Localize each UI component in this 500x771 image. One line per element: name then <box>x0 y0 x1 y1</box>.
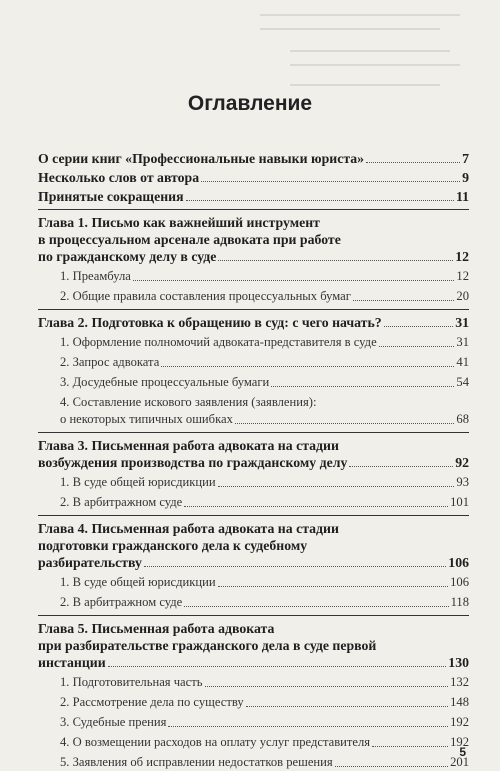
toc-section-entry <box>38 714 469 731</box>
toc-chapter-entry <box>38 620 469 671</box>
toc-section-entry <box>38 394 469 428</box>
toc-entry-title: инстанции <box>38 655 106 670</box>
toc-entry-line <box>38 314 469 331</box>
toc-page-number: 93 <box>456 475 469 489</box>
toc-entry-line: в процессуальном арсенале адвоката при работе <box>38 232 341 247</box>
toc-dot-leader <box>201 181 460 182</box>
toc-entry-title: 3. Судебные прения <box>60 715 167 729</box>
toc-chapter-entry <box>38 520 469 571</box>
toc-section-entry <box>38 754 469 771</box>
toc-entry-title: 2. В арбитражном суде <box>60 595 183 609</box>
toc-section-entry <box>38 288 469 305</box>
toc-page-number: 41 <box>456 355 469 369</box>
toc-page-number: 148 <box>450 695 469 709</box>
page-title: Оглавление <box>187 92 313 115</box>
toc-dot-leader <box>168 726 448 727</box>
toc-entry-title: возбуждения производства по гражданскому делу <box>38 455 348 470</box>
toc-entry-title: Несколько слов от автора <box>38 170 200 185</box>
toc-page-number: 130 <box>448 655 469 670</box>
toc-entry-line <box>60 574 469 591</box>
toc-entry-line <box>60 474 469 491</box>
toc-dot-leader <box>384 326 454 327</box>
toc-dot-leader <box>366 162 460 163</box>
toc-section-entry <box>38 674 469 691</box>
toc-entry-line: Глава 4. Письменная работа адвоката на стадии <box>38 521 339 536</box>
toc-dot-leader <box>161 366 454 367</box>
toc-dot-leader <box>353 300 454 301</box>
toc-page-number: 92 <box>455 455 469 470</box>
page-number: 5 <box>459 745 466 759</box>
toc-dot-leader <box>144 566 446 567</box>
toc-entry-title: 2. В арбитражном суде <box>60 495 183 509</box>
toc-chapter-entry <box>38 150 469 167</box>
toc-entry-line <box>60 411 469 428</box>
toc-entry-line <box>60 594 469 611</box>
toc-entry-line <box>60 268 469 285</box>
toc-page-number: 132 <box>450 675 469 689</box>
toc-entry-line <box>60 694 469 711</box>
toc-entry-title: 3. Досудебные процессуальные бумаги <box>60 375 270 389</box>
toc-entry-title: 5. Заявления об исправлении недостатков решения <box>60 755 333 769</box>
toc-page-number: 106 <box>450 575 469 589</box>
toc-entry-title: 4. О возмещении расходов на оплату услуг представителя <box>60 735 371 749</box>
section-divider <box>38 432 469 433</box>
toc-entry-line: Глава 3. Письменная работа адвоката на стадии <box>38 438 339 453</box>
section-divider <box>38 515 469 516</box>
toc-entry-line <box>60 734 469 751</box>
toc-dot-leader <box>184 606 448 607</box>
toc-section-entry <box>38 354 469 371</box>
toc-entry-line <box>60 334 469 351</box>
toc-section-entry <box>38 594 469 611</box>
toc-chapter-entry <box>38 314 469 331</box>
toc-entry-line <box>38 554 469 571</box>
toc-section-entry <box>38 694 469 711</box>
toc-page-number: 192 <box>450 715 469 729</box>
toc-entry-title: 1. Подготовительная часть <box>60 675 203 689</box>
toc-entry-title: по гражданскому делу в суде <box>38 249 217 264</box>
toc-page-number: 11 <box>455 189 469 204</box>
toc-section-entry <box>38 268 469 285</box>
toc-dot-leader <box>372 746 448 747</box>
toc-entry-line <box>60 354 469 371</box>
toc-page-number: 192 <box>450 735 469 749</box>
toc-entry-title: 1. Преамбула <box>60 269 131 283</box>
toc-chapter-entry <box>38 188 469 205</box>
toc-dot-leader <box>379 346 455 347</box>
toc-entry-line: при разбирательстве гражданского дела в суде первой <box>38 638 377 653</box>
toc-entry-title: 1. В суде общей юрисдикции <box>60 575 216 589</box>
toc-dot-leader <box>218 586 448 587</box>
toc-page-number: 20 <box>456 289 469 303</box>
toc-section-entry <box>38 374 469 391</box>
toc-entry-line <box>38 169 469 186</box>
toc-dot-leader <box>205 686 449 687</box>
toc-dot-leader <box>271 386 454 387</box>
toc-section-entry <box>38 734 469 751</box>
toc-entry-line <box>38 248 469 265</box>
toc-entry-title: 2. Рассмотрение дела по существу <box>60 695 244 709</box>
toc-chapter-entry <box>38 169 469 186</box>
section-divider <box>38 309 469 310</box>
toc-page-number: 118 <box>450 595 469 609</box>
toc-entry-line: 4. Составление искового заявления (заявления): <box>60 395 317 409</box>
toc-page-number: 106 <box>448 555 469 570</box>
toc-entry-line <box>60 494 469 511</box>
section-divider <box>38 209 469 210</box>
toc-chapter-entry <box>38 214 469 265</box>
toc-entry-title: О серии книг «Профессиональные навыки юриста» <box>38 151 365 166</box>
toc-entry-line: подготовки гражданского дела к судебному <box>38 538 308 553</box>
bleed-through-text <box>0 0 500 100</box>
toc-entry-line <box>60 288 469 305</box>
toc-entry-title: Глава 2. Подготовка к обращению в суд: с чего начать? <box>38 315 382 330</box>
toc-page-number: 68 <box>456 412 469 426</box>
toc-entry-line <box>38 454 469 471</box>
toc-chapter-entry <box>38 437 469 471</box>
toc-dot-leader <box>218 486 455 487</box>
toc-dot-leader <box>246 706 448 707</box>
toc-dot-leader <box>335 766 448 767</box>
toc-page-number: 54 <box>456 375 469 389</box>
toc-entry-line <box>60 674 469 691</box>
toc-section-entry <box>38 334 469 351</box>
toc-section-entry <box>38 494 469 511</box>
toc-page-number: 31 <box>455 315 469 330</box>
toc-page-number: 12 <box>455 249 469 264</box>
toc-dot-leader <box>133 280 455 281</box>
toc-entry-title: 2. Запрос адвоката <box>60 355 160 369</box>
toc-page-number: 101 <box>450 495 469 509</box>
toc-entry-line: Глава 5. Письменная работа адвоката <box>38 621 275 636</box>
toc-dot-leader <box>218 260 453 261</box>
toc-page-number: 12 <box>456 269 469 283</box>
toc-dot-leader <box>186 200 454 201</box>
toc-entry-title: 2. Общие правила составления процессуальных бумаг <box>60 289 351 303</box>
toc-entry-line <box>60 374 469 391</box>
toc-dot-leader <box>349 466 453 467</box>
toc-page-number: 9 <box>462 170 469 185</box>
section-divider <box>38 615 469 616</box>
toc-entry-line <box>60 754 469 771</box>
toc-entry-title: разбирательству <box>38 555 142 570</box>
toc-section-entry <box>38 474 469 491</box>
toc-entry-title: о некоторых типичных ошибках <box>60 412 233 426</box>
toc-page-number: 201 <box>450 755 469 769</box>
toc-entry-title: Принятые сокращения <box>38 189 184 204</box>
toc-entry-line <box>38 188 469 205</box>
toc-entry-line <box>38 150 469 167</box>
toc-section-entry <box>38 574 469 591</box>
toc-entry-title: 1. Оформление полномочий адвоката-представителя в суде <box>60 335 377 349</box>
toc-dot-leader <box>184 506 448 507</box>
toc-entry-title: 1. В суде общей юрисдикции <box>60 475 216 489</box>
toc-entry-line <box>60 714 469 731</box>
toc-page-number: 7 <box>462 151 469 166</box>
toc-page-number: 31 <box>456 335 469 349</box>
toc-entry-line: Глава 1. Письмо как важнейший инструмент <box>38 215 320 230</box>
table-of-contents <box>38 150 469 771</box>
toc-entry-line <box>38 654 469 671</box>
toc-dot-leader <box>235 423 455 424</box>
toc-dot-leader <box>108 666 447 667</box>
